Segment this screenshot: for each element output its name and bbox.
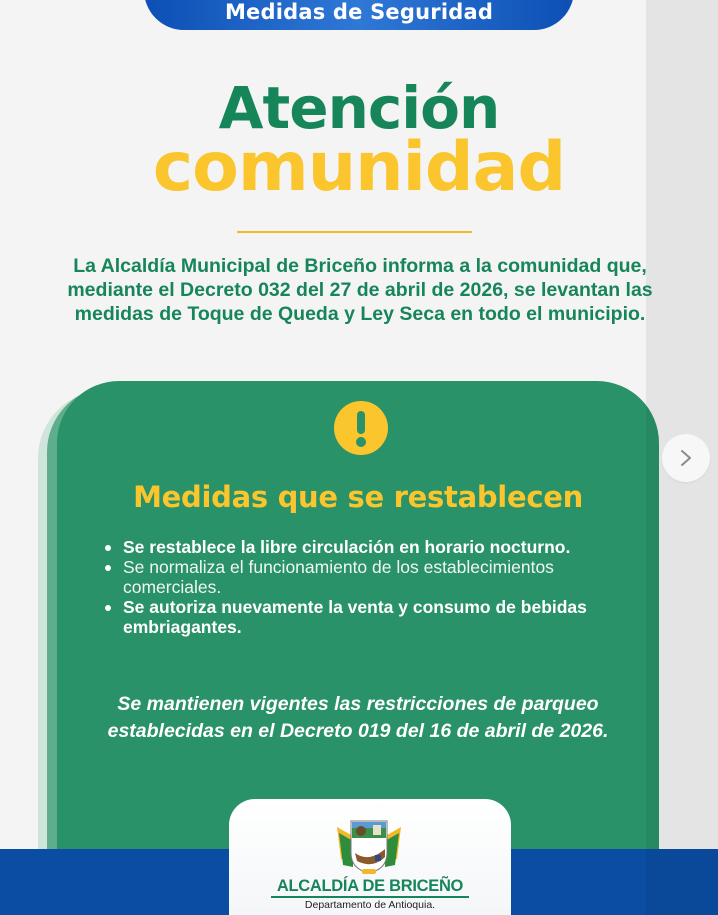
exclamation-circle-icon	[334, 401, 388, 455]
org-name: ALCALDÍA DE BRICEÑO	[276, 877, 464, 895]
card-title: Medidas que se restablecen	[133, 480, 583, 514]
org-subtitle: Departamento de Antioquia.	[304, 899, 436, 911]
municipal-crest-icon	[333, 819, 405, 877]
chevron-right-icon	[678, 448, 694, 468]
title-divider	[237, 231, 472, 233]
title-line-2: comunidad	[152, 128, 566, 207]
intro-paragraph: La Alcaldía Municipal de Briceño informa a la comunidad que, mediante el Decreto 032 del 27 de abril de 2026, se levantan las medidas de Toque de Queda y Ley Seca en todo el municipio.	[67, 255, 653, 325]
title-line-1: Atención	[218, 74, 500, 142]
list-item: Se autoriza nuevamente la venta y consumo de bebidas embriagantes.	[103, 597, 643, 637]
list-item: Se normaliza el funcionamiento de los establecimientos comerciales.	[103, 557, 643, 597]
header-label: Medidas de Seguridad	[224, 0, 494, 24]
next-slide-button[interactable]	[662, 434, 710, 482]
measures-list	[103, 537, 643, 637]
logo-card	[229, 799, 511, 915]
header-banner	[144, 0, 574, 30]
list-item: Se restablece la libre circulación en horario nocturno.	[103, 537, 643, 557]
org-divider	[271, 896, 469, 898]
parking-note: Se mantienen vigentes las restricciones de parqueo establecidas en el Decreto 019 del 16 de abril de 2026.	[107, 693, 609, 742]
